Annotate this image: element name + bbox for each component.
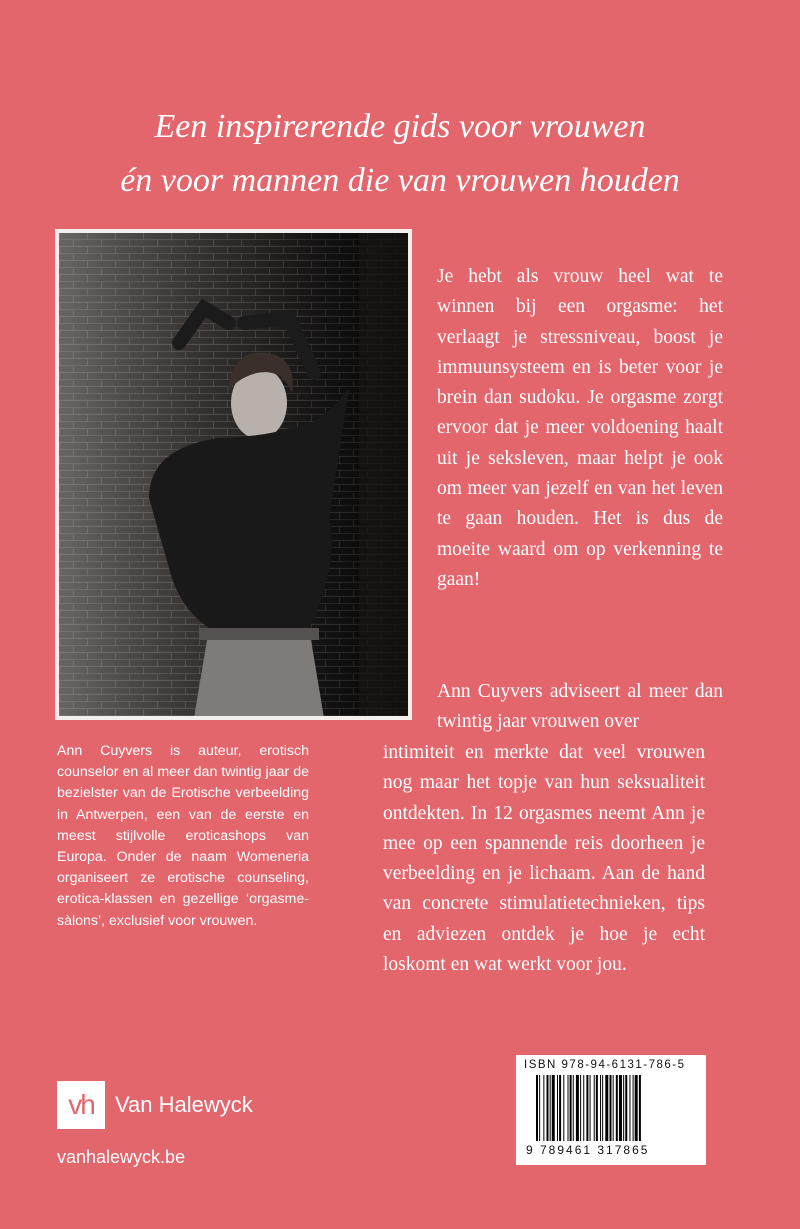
- publisher: [57, 1081, 253, 1129]
- author-photo: [59, 233, 408, 716]
- publisher-logo: vh: [57, 1081, 105, 1129]
- tagline: [0, 100, 800, 208]
- blurb-paragraph-2-start: Ann Cuyvers adviseert al meer dan twintig jaar vrouwen over: [437, 681, 723, 733]
- blurb-paragraph-2-rest: intimiteit en merkte dat veel vrouwen nog maar het topje van hun seksualiteit ontdekten. In 12 orgasmes neemt Ann je mee op een spannende reis doorheen je verbeelding en je lichaam. Aan de hand van concrete stimulatietechnieken, tips en adviezen ontdek je hoe je echt loskomt en wat werkt voor jou.: [383, 742, 705, 976]
- barcode: [536, 1075, 700, 1141]
- isbn-label: ISBN 978-94-6131-786-5: [524, 1059, 686, 1071]
- publisher-name: Van Halewyck: [115, 1092, 253, 1117]
- tagline-line-2: én voor mannen die van vrouwen houden: [120, 162, 680, 199]
- isbn-digits: 9 789461 317865: [526, 1143, 650, 1157]
- publisher-website[interactable]: vanhalewyck.be: [57, 1147, 186, 1167]
- author-bio: Ann Cuyvers is auteur, erotisch counselor en al meer dan twintig jaar de bezielster van de Erotische verbeelding in Antwerpen, een van de eerste en meest stijlvolle eroticashops van Europa. Onder de naam Womeneria organiseert ze erotische counseling, erotica-klassen en gezellige ‘orgasme-sàlons’, exclusief voor vrouwen.: [57, 743, 309, 929]
- author-photo-frame: [55, 229, 412, 720]
- tagline-line-1: Een inspirerende gids voor vrouwen: [154, 108, 646, 145]
- isbn-barcode-block: [516, 1055, 706, 1165]
- blurb-paragraph-1: Je hebt als vrouw heel wat te winnen bij een orgasme: het verlaagt je stressniveau, boost je immuunsysteem en is beter voor je brein dan sudoku. Je orgasme zorgt ervoor dat je meer voldoening haalt uit je seksleven, maar helpt je ook om meer van jezelf en van het leven te gaan houden. Het is dus de moeite waard om op verkenning te gaan!: [437, 266, 723, 590]
